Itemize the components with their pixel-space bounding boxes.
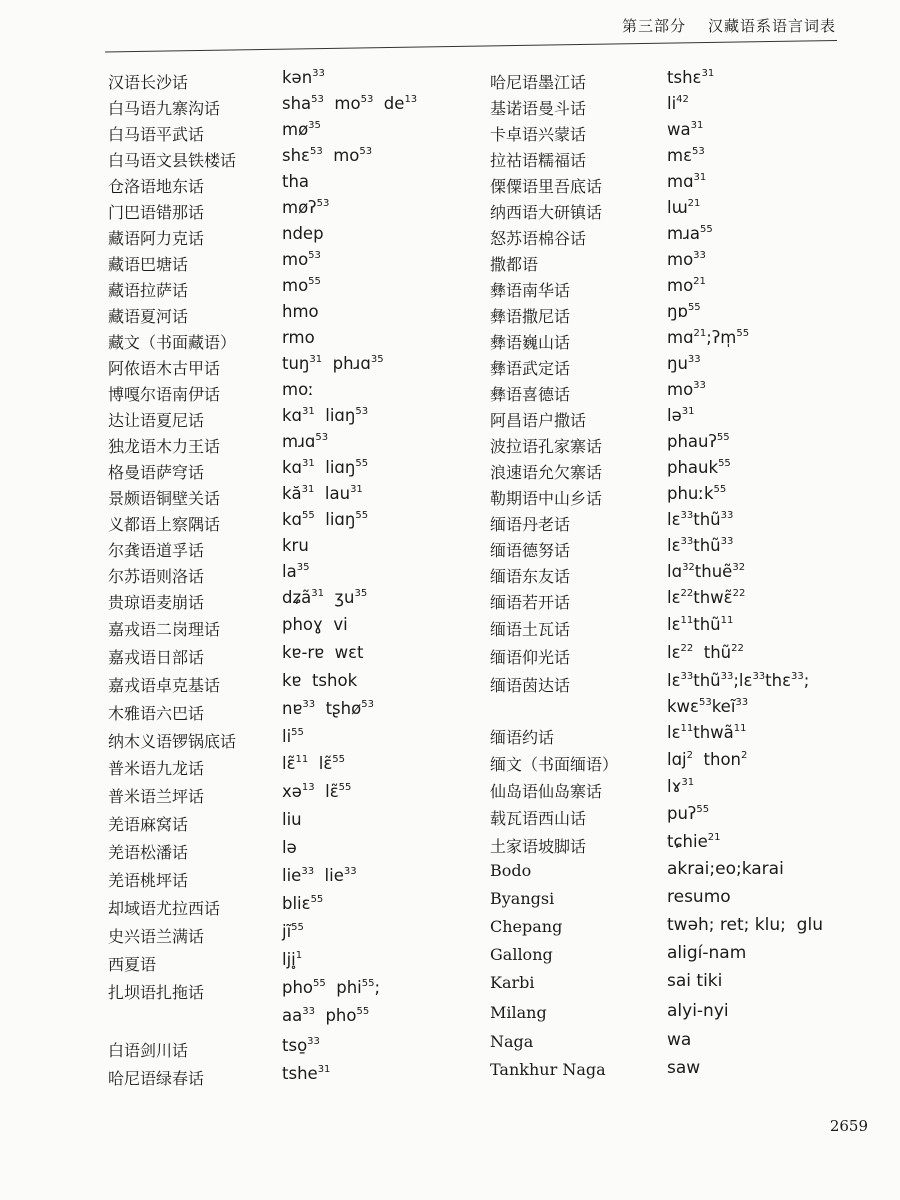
tone-mark: 53 xyxy=(315,432,329,443)
language-name: 羌语松潘话 xyxy=(108,843,189,862)
word-form: ndep xyxy=(282,224,324,243)
tone-mark: 55 xyxy=(338,782,352,793)
tone-mark: 53 xyxy=(692,146,705,157)
language-name: 博嘎尔语南伊话 xyxy=(108,385,221,404)
tone-mark: 55 xyxy=(700,224,713,235)
word-form: phuːk$^{55}$ xyxy=(667,484,727,503)
language-name: 普米语九龙话 xyxy=(108,759,205,778)
word-form: shɛ$^{53}$ $mo^{53}$ xyxy=(282,146,373,165)
word-form: møʔ$^{53}$ xyxy=(282,198,330,217)
tone-mark: 33 xyxy=(720,671,734,682)
tone-mark: 31 xyxy=(317,1064,331,1075)
language-name: 扎坝语扎拖话 xyxy=(108,983,205,1002)
language-name: 嘉戎语二岗理话 xyxy=(108,620,221,639)
tone-mark: 53 xyxy=(360,94,374,105)
header-rule xyxy=(105,40,837,52)
word-form: wa xyxy=(667,1030,692,1050)
word-form: $li^{55}$ xyxy=(282,727,304,746)
tone-mark: 33 xyxy=(302,699,316,710)
word-form: dʑã$^{31}$ ʒu$^{35}$ xyxy=(282,588,368,607)
language-name: Gallong xyxy=(490,945,553,964)
language-name: 贵琼语麦崩话 xyxy=(108,593,205,612)
language-name: 彝语南华话 xyxy=(490,281,571,300)
word-form: hmo xyxy=(282,302,319,321)
tone-mark: 35 xyxy=(308,120,321,131)
word-form: pho$^{55}$ phi$^{55}$; xyxy=(282,978,381,997)
tone-mark: 33 xyxy=(302,1006,315,1017)
page-number: 2659 xyxy=(829,1117,868,1135)
tone-mark: 31 xyxy=(302,406,315,417)
word-form: sha$^{53}$ $mo^{53}$ $de^{13}$ xyxy=(282,94,418,113)
tone-mark: 11 xyxy=(733,723,747,734)
language-name: 仙岛语仙岛寨话 xyxy=(490,782,603,801)
tone-mark: 53 xyxy=(359,146,373,157)
language-name: 拉祜语糯福话 xyxy=(490,151,587,170)
language-name: Byangsi xyxy=(490,889,555,908)
language-name: 彝语武定话 xyxy=(490,359,571,378)
language-name: 怒苏语棉谷话 xyxy=(490,229,587,248)
tone-mark: 33 xyxy=(720,510,734,521)
tone-mark: 55 xyxy=(687,302,701,313)
tone-mark: 55 xyxy=(355,510,369,521)
tone-mark: 55 xyxy=(332,754,345,765)
word-form: lɑ$^{32}$thuẽ$^{32}$ xyxy=(667,562,746,581)
tone-mark: 31 xyxy=(681,406,695,417)
word-form: lɤ$^{31}$ xyxy=(667,777,695,796)
tone-mark: 35 xyxy=(370,354,384,365)
word-form: moː xyxy=(282,380,314,399)
tone-mark: 55 xyxy=(291,922,304,933)
language-name: 汉语长沙话 xyxy=(108,73,189,92)
language-name: 勒期语中山乡话 xyxy=(490,489,603,508)
language-name: 嘉戎语卓克基话 xyxy=(108,676,221,695)
language-name: 木雅语六巴话 xyxy=(108,704,205,723)
word-form: kɐ-rɐ wɛt xyxy=(282,643,364,662)
word-form: tso̱$^{33}$ xyxy=(282,1036,320,1055)
language-name: 彝语喜德话 xyxy=(490,385,571,404)
language-name: 载瓦语西山话 xyxy=(490,809,587,828)
tone-mark: 33 xyxy=(735,697,749,708)
word-form: $mo^{33}$ xyxy=(667,250,706,269)
word-form: mɛ$^{53}$ xyxy=(667,146,705,165)
tone-mark: 22 xyxy=(732,588,746,599)
tone-mark: 31 xyxy=(302,458,315,469)
language-name: 彝语巍山话 xyxy=(490,333,571,352)
language-name: Karbi xyxy=(490,973,535,992)
word-form: lə$^{31}$ xyxy=(667,406,695,425)
word-form: phauʔ$^{55}$ xyxy=(667,432,730,451)
tone-mark: 33 xyxy=(680,510,694,521)
tone-mark: 55 xyxy=(718,458,731,469)
language-name: 白马语九寨沟话 xyxy=(108,99,221,118)
tone-mark: 53 xyxy=(309,146,323,157)
tone-mark: 33 xyxy=(693,380,706,391)
language-name: 浪速语允欠寨话 xyxy=(490,463,603,482)
word-form: lɑj$^2$ thon$^2$ xyxy=(667,750,748,769)
tone-mark: 31 xyxy=(690,120,704,131)
language-name: Naga xyxy=(490,1032,534,1051)
tone-mark: 22 xyxy=(680,643,694,654)
word-form: lji̥$^1$ xyxy=(282,950,303,969)
word-form: kwɛ$^{53}$keĩ$^{33}$ xyxy=(667,697,749,716)
tone-mark: 11 xyxy=(680,723,694,734)
word-form: tha xyxy=(282,172,310,191)
language-name: 哈尼语绿春话 xyxy=(108,1069,205,1088)
word-form: rmo xyxy=(282,328,315,347)
word-form: tshɛ$^{31}$ xyxy=(667,68,715,87)
tone-mark: 55 xyxy=(716,432,730,443)
language-name: 卡卓语兴蒙话 xyxy=(490,125,587,144)
word-form: lɯ$^{21}$ xyxy=(667,198,701,217)
word-form: aligí-nam xyxy=(667,943,747,963)
tone-mark: 53 xyxy=(316,198,330,209)
tone-mark: 1 xyxy=(295,950,303,961)
language-name: 阿昌语户撒话 xyxy=(490,411,587,430)
language-name: 阿侬语木古甲话 xyxy=(108,359,221,378)
tone-mark: 33 xyxy=(680,536,694,547)
word-form: nɐ$^{33}$ tʂhø$^{53}$ xyxy=(282,699,374,718)
language-name: 义都语上察隅话 xyxy=(108,515,221,534)
word-form: lɛ$^{33}$thũ$^{33}$ xyxy=(667,510,734,529)
language-name: 嘉戎语日部话 xyxy=(108,648,205,667)
word-form: kən$^{33}$ xyxy=(282,68,325,87)
tone-mark: 31 xyxy=(311,588,324,599)
tone-mark: 33 xyxy=(312,68,325,79)
word-form: $mo^{55}$ xyxy=(282,276,321,295)
word-form: tɕhie$^{21}$ xyxy=(667,832,721,851)
language-name: 藏语巴塘话 xyxy=(108,255,189,274)
word-form: mɹa$^{55}$ xyxy=(667,224,713,243)
tone-mark: 33 xyxy=(343,866,357,877)
word-form: $li^{42}$ xyxy=(667,94,689,113)
language-name: 藏语阿力克话 xyxy=(108,229,205,248)
language-name: 基诺语曼斗话 xyxy=(490,99,587,118)
tone-mark: 11 xyxy=(720,615,734,626)
language-name: 缅语若开话 xyxy=(490,593,571,612)
tone-mark: 2 xyxy=(686,750,694,761)
language-name: Bodo xyxy=(490,861,532,880)
tone-mark: 33 xyxy=(752,671,766,682)
tone-mark: 53 xyxy=(355,406,369,417)
word-form: $ŋu^{33}$ xyxy=(667,354,701,373)
tone-mark: 21 xyxy=(693,328,707,339)
language-name: 彝语撒尼话 xyxy=(490,307,571,326)
tone-mark: 53 xyxy=(308,250,321,261)
language-name: 白马语文县铁楼话 xyxy=(108,151,237,170)
language-name: 尔龚语道孚话 xyxy=(108,541,205,560)
word-form: kɑ$^{31}$ liɑŋ$^{53}$ xyxy=(282,406,369,425)
tone-mark: 33 xyxy=(680,671,694,682)
tone-mark: 55 xyxy=(291,727,304,738)
word-form: sai tiki xyxy=(667,971,723,991)
tone-mark: 55 xyxy=(310,894,324,905)
language-name: 藏语拉萨话 xyxy=(108,281,189,300)
tone-mark: 33 xyxy=(301,866,315,877)
header-section: 第三部分 xyxy=(621,16,686,35)
tone-mark: 31 xyxy=(301,484,315,495)
word-form: twəh; ret; klu; glu xyxy=(667,915,823,935)
word-form: $aa^{33}$ pho$^{55}$ xyxy=(282,1006,370,1025)
language-name: 仓洛语地东话 xyxy=(108,177,205,196)
word-form: mɹɑ$^{53}$ xyxy=(282,432,329,451)
word-form: resumo xyxy=(667,887,731,907)
language-name: 却域语尤拉西话 xyxy=(108,899,221,918)
word-form: bliɛ$^{55}$ xyxy=(282,894,324,913)
tone-mark: 55 xyxy=(713,484,727,495)
tone-mark: 31 xyxy=(681,777,695,788)
word-form: tuŋ$^{31}$ phɹɑ$^{35}$ xyxy=(282,354,384,373)
word-form: kɐ tshok xyxy=(282,671,358,690)
language-name: 景颇语铜壁关话 xyxy=(108,489,221,508)
language-name: Milang xyxy=(490,1003,547,1022)
language-name: 普米语兰坪话 xyxy=(108,787,205,806)
word-form: alyi-nyi xyxy=(667,1001,729,1021)
word-form: lie$^{33}$ lie$^{33}$ xyxy=(282,866,357,885)
tone-mark: 21 xyxy=(693,276,706,287)
language-name: 白语剑川话 xyxy=(108,1041,189,1060)
language-name: 缅语丹老话 xyxy=(490,515,571,534)
header-title: 汉藏语系语言词表 xyxy=(707,16,836,35)
tone-mark: 2 xyxy=(741,750,748,761)
language-name: 门巴语错那话 xyxy=(108,203,205,222)
tone-mark: 33 xyxy=(791,671,804,682)
word-form: $kă^{31}$ lau$^{31}$ xyxy=(282,484,363,503)
language-name: 缅语仰光话 xyxy=(490,648,571,667)
tone-mark: 31 xyxy=(701,68,715,79)
language-name: 白马语平武话 xyxy=(108,125,205,144)
tone-mark: 33 xyxy=(687,354,701,365)
tone-mark: 22 xyxy=(731,643,744,654)
language-name: 纳西语大研镇话 xyxy=(490,203,603,222)
word-form: lɛ$^{22}$thwɛ̃$^{22}$ xyxy=(667,588,746,607)
tone-mark: 35 xyxy=(296,562,310,573)
word-form: lɛ$^{11}$thũ$^{11}$ xyxy=(667,615,734,634)
language-name: 尔苏语则洛话 xyxy=(108,567,205,586)
language-name: 格曼语萨穹话 xyxy=(108,463,205,482)
tone-mark: 31 xyxy=(693,172,707,183)
tone-mark: 33 xyxy=(720,536,734,547)
word-form: xə$^{13}$ lɛ̃$^{55}$ xyxy=(282,782,352,801)
language-name: 缅文（书面缅语） xyxy=(490,755,619,774)
tone-mark: 13 xyxy=(404,94,418,105)
tone-mark: 55 xyxy=(355,458,369,469)
tone-mark: 55 xyxy=(736,328,750,339)
tone-mark: 55 xyxy=(696,804,710,815)
tone-mark: 21 xyxy=(707,832,721,843)
tone-mark: 53 xyxy=(311,94,324,105)
language-name: 达让语夏尼话 xyxy=(108,411,205,430)
tone-mark: 33 xyxy=(693,250,706,261)
word-form: akrai;eo;karai xyxy=(667,859,784,879)
tone-mark: 35 xyxy=(354,588,368,599)
word-form: $mo^{21}$ xyxy=(667,276,706,295)
tone-mark: 33 xyxy=(307,1036,320,1047)
word-form: tshe$^{31}$ xyxy=(282,1064,331,1083)
word-form: ŋɒ$^{55}$ xyxy=(667,302,701,321)
word-form: lɛ̃$^{11}$ lɛ̃$^{55}$ xyxy=(282,754,345,773)
language-name: Tankhur Naga xyxy=(490,1060,606,1079)
tone-mark: 11 xyxy=(680,615,694,626)
tone-mark: 22 xyxy=(680,588,694,599)
language-name: 缅语茵达话 xyxy=(490,676,571,695)
language-name: 藏文（书面藏语） xyxy=(108,333,237,352)
word-form: $mo^{33}$ xyxy=(667,380,706,399)
language-name: 史兴语兰满话 xyxy=(108,927,205,946)
language-name: Chepang xyxy=(490,917,563,936)
word-form: lɛ$^{33}$thũ$^{33}$;lɛ$^{33}$thɛ$^{33}$; xyxy=(667,671,810,690)
language-name: 缅语东友话 xyxy=(490,567,571,586)
word-form: puʔ$^{55}$ xyxy=(667,804,710,823)
language-name: 土家语坡脚话 xyxy=(490,837,587,856)
tone-mark: 55 xyxy=(308,276,321,287)
tone-mark: 32 xyxy=(682,562,695,573)
language-name: 西夏语 xyxy=(108,955,157,974)
word-form: lɛ$^{33}$thũ$^{33}$ xyxy=(667,536,734,555)
language-name: 缅语约话 xyxy=(490,728,555,747)
word-form: mɑ$^{31}$ xyxy=(667,172,707,191)
language-name: 撒都语 xyxy=(490,255,539,274)
tone-mark: 32 xyxy=(732,562,746,573)
language-name: 纳木义语锣锅底话 xyxy=(108,732,237,751)
language-name: 羌语桃坪话 xyxy=(108,871,189,890)
word-form: lɛ$^{11}$thwã$^{11}$ xyxy=(667,723,747,742)
word-form: $mø^{35}$ xyxy=(282,120,321,139)
tone-mark: 21 xyxy=(687,198,701,209)
tone-mark: 31 xyxy=(350,484,363,495)
word-form: phauk$^{55}$ xyxy=(667,458,731,477)
tone-mark: 13 xyxy=(301,782,315,793)
word-form: kɑ$^{31}$ liɑŋ$^{55}$ xyxy=(282,458,369,477)
word-form: lə xyxy=(282,838,297,857)
language-name: 傈僳语里吾底话 xyxy=(490,177,603,196)
word-form: kɑ$^{55}$ liɑŋ$^{55}$ xyxy=(282,510,369,529)
word-form: $jĩ^{55}$ xyxy=(282,922,304,941)
word-form: phoɣ vi xyxy=(282,615,348,634)
word-form: lɛ$^{22}$ thũ$^{22}$ xyxy=(667,643,744,662)
tone-mark: 42 xyxy=(676,94,689,105)
word-form: $mo^{53}$ xyxy=(282,250,321,269)
word-form: $la^{35}$ xyxy=(282,562,310,581)
tone-mark: 53 xyxy=(361,699,374,710)
word-form: saw xyxy=(667,1058,701,1078)
running-header xyxy=(606,8,836,42)
tone-mark: 55 xyxy=(302,510,315,521)
word-form: mɑ$^{21}$;ʔm̩$^{55}$ xyxy=(667,328,750,347)
tone-mark: 55 xyxy=(356,1006,370,1017)
tone-mark: 55 xyxy=(313,978,326,989)
word-form: kru xyxy=(282,536,309,555)
tone-mark: 11 xyxy=(295,754,309,765)
language-name: 缅语德努话 xyxy=(490,541,571,560)
word-form: liu xyxy=(282,810,302,829)
tone-mark: 55 xyxy=(361,978,375,989)
language-name: 波拉语孔家寨话 xyxy=(490,437,603,456)
language-name: 藏语夏河话 xyxy=(108,307,189,326)
language-name: 缅语土瓦话 xyxy=(490,620,571,639)
word-form: $wa^{31}$ xyxy=(667,120,704,139)
language-name: 哈尼语墨江话 xyxy=(490,73,587,92)
tone-mark: 31 xyxy=(309,354,323,365)
language-name: 羌语麻窝话 xyxy=(108,815,189,834)
tone-mark: 53 xyxy=(698,697,712,708)
language-name: 独龙语木力王话 xyxy=(108,437,221,456)
